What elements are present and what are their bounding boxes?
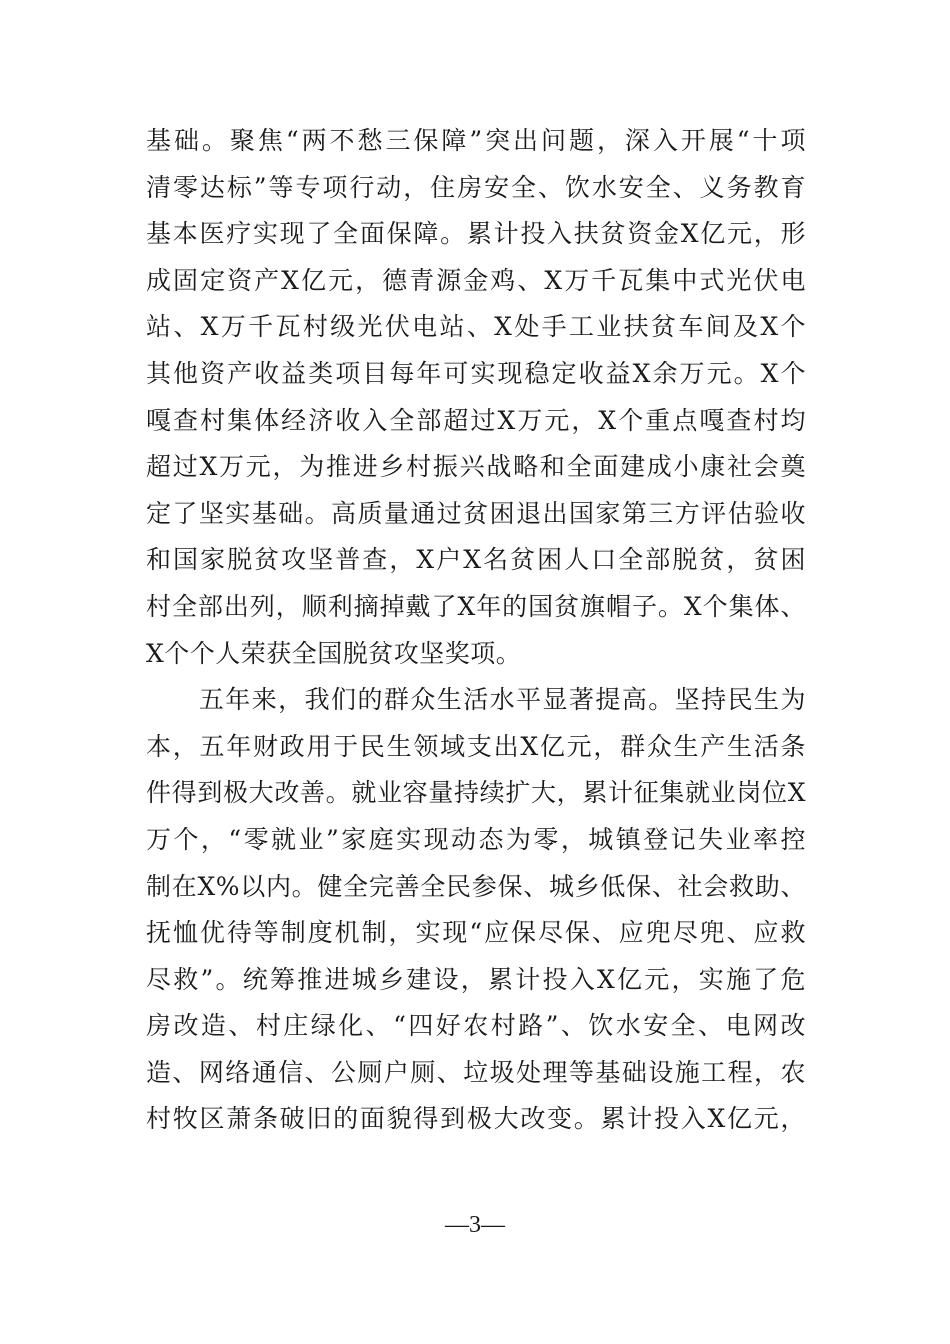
text-line: 基本医疗实现了全面保障。累计投入扶贫资金X亿元，形	[146, 219, 806, 249]
text-line: 和国家脱贫攻坚普查，X户X名贫困人口全部脱贫，贫困	[146, 545, 806, 575]
text-line: 村全部出列，顺利摘掉戴了X年的国贫旗帽子。X个集体、	[146, 591, 806, 621]
text-line: 其他资产收益类项目每年可实现稳定收益X余万元。X个	[146, 358, 806, 388]
page-number: —3—	[445, 1212, 505, 1238]
text-line: 成固定资产X亿元，德青源金鸡、X万千瓦集中式光伏电	[146, 265, 806, 295]
text-line: 嘎查村集体经济收入全部超过X万元，X个重点嘎查村均	[146, 405, 806, 435]
text-line: 房改造、村庄绿化、“四好农村路”、饮水安全、电网改	[146, 1011, 806, 1041]
text-line: 尽救”。统筹推进城乡建设，累计投入X亿元，实施了危	[146, 964, 806, 994]
text-line: 本，五年财政用于民生领域支出X亿元，群众生产生活条	[146, 731, 806, 761]
text-line: 基础。聚焦“两不愁三保障”突出问题，深入开展“十项	[146, 126, 806, 155]
text-line: 件得到极大改善。就业容量持续扩大，累计征集就业岗位X	[146, 778, 806, 808]
text-line: 造、网络通信、公厕户厕、垃圾处理等基础设施工程，农	[146, 1057, 806, 1087]
text-line: 抚恤优待等制度机制，实现“应保尽保、应兜尽兜、应救	[146, 918, 806, 948]
body-text	[146, 118, 806, 1143]
text-line: 村牧区萧条破旧的面貌得到极大改变。累计投入X亿元，	[146, 1104, 806, 1134]
text-line: 制在X%以内。健全完善全民参保、城乡低保、社会救助、	[146, 871, 806, 901]
text-line: 清零达标”等专项行动，住房安全、饮水安全、义务教育	[146, 172, 806, 202]
text-line: X个个人荣获全国脱贫攻坚奖项。	[146, 638, 522, 668]
text-line: 站、X万千瓦村级光伏电站、X处手工业扶贫车间及X个	[146, 312, 806, 342]
text-line: 五年来，我们的群众生活水平显著提高。坚持民生为	[146, 685, 806, 715]
text-line: 定了坚实基础。高质量通过贫困退出国家第三方评估验收	[146, 498, 806, 528]
text-line: 超过X万元，为推进乡村振兴战略和全面建成小康社会奠	[146, 452, 806, 482]
text-line: 万个，“零就业”家庭实现动态为零，城镇登记失业率控	[146, 824, 806, 854]
